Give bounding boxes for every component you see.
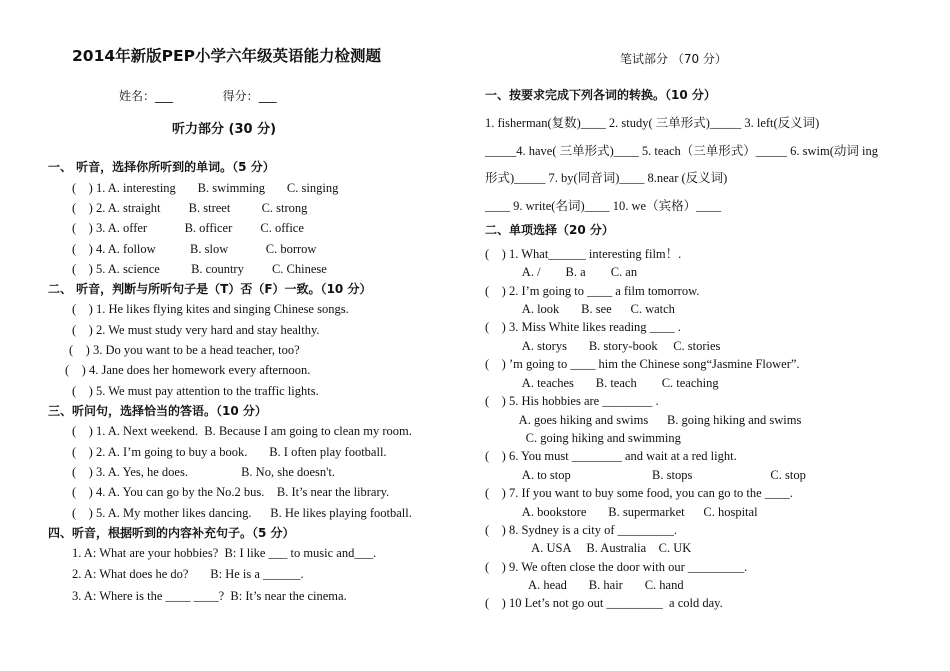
question-item: ( ) 2. A. straight B. street C. strong	[72, 201, 308, 215]
student-info-line: 姓名：___ 得分：___	[119, 89, 277, 103]
section-heading: 二、 听音，判断与所听句子是（T）否（F）一致。（10 分）	[48, 282, 372, 296]
question-line: 形式)_____ 7. by(同音词)____ 8.near (反义词)	[485, 171, 728, 185]
option-line: A. look B. see C. watch	[485, 302, 675, 316]
question-line: ( ) 10 Let’s not go out _________ a cold day.	[485, 596, 723, 610]
question-item: 1. A: What are your hobbies? B: I like ___ to music and___.	[72, 546, 377, 560]
section-heading: 一、 听音，选择你所听到的单词。（5 分）	[48, 160, 275, 174]
option-line: A. to stop B. stops C. stop	[485, 468, 806, 482]
question-item: ( ) 5. A. My mother likes dancing. B. He likes playing football.	[72, 506, 412, 520]
question-line: ( ) ’m going to ____ him the Chinese song“Jasmine Flower”.	[485, 357, 800, 371]
question-item: ( ) 4. Jane does her homework every afternoon.	[65, 363, 311, 377]
question-line: ( ) 9. We often close the door with our _________.	[485, 560, 748, 574]
exam-title: 2014年新版PEP小学六年级英语能力检测题	[72, 47, 381, 65]
question-item: ( ) 3. Do you want to be a head teacher, too?	[69, 343, 300, 357]
question-item: ( ) 1. He likes flying kites and singing Chinese songs.	[72, 302, 349, 316]
option-line: A. USA B. Australia C. UK	[485, 541, 692, 555]
option-line: C. going hiking and swimming	[485, 431, 681, 445]
question-item: ( ) 5. A. science B. country C. Chinese	[72, 262, 327, 276]
option-line: A. teaches B. teach C. teaching	[485, 376, 719, 390]
section-heading: 三、听问句，选择恰当的答语。（10 分）	[48, 404, 267, 418]
option-line: A. / B. a C. an	[485, 265, 638, 279]
question-item: ( ) 2. A. I’m going to buy a book. B. I often play football.	[72, 445, 387, 459]
question-item: ( ) 3. A. Yes, he does. B. No, she doesn't.	[72, 465, 336, 479]
question-item: ( ) 1. A. interesting B. swimming C. singing	[72, 181, 339, 195]
question-line: ( ) 2. I’m going to ____ a film tomorrow.	[485, 284, 700, 298]
question-line: ( ) 3. Miss White likes reading ____ .	[485, 320, 681, 334]
question-item: ( ) 5. We must pay attention to the traffic lights.	[72, 384, 319, 398]
section-heading: 四、听音，根据听到的内容补充句子。（5 分）	[48, 526, 295, 540]
question-item: ( ) 2. We must study very hard and stay healthy.	[72, 323, 320, 337]
option-line: A. bookstore B. supermarket C. hospital	[485, 505, 758, 519]
section-heading: 一、按要求完成下列各词的转换。（10 分）	[485, 88, 716, 102]
question-line: ( ) 7. If you want to buy some food, you can go to the ____.	[485, 486, 793, 500]
question-item: ( ) 1. A. Next weekend. B. Because I am going to clean my room.	[72, 424, 412, 438]
question-line: ( ) 8. Sydney is a city of _________.	[485, 523, 677, 537]
option-line: A. head B. hair C. hand	[485, 578, 684, 592]
written-heading: 笔试部分 （70 分）	[620, 52, 727, 66]
question-line: ( ) 6. You must ________ and wait at a red light.	[485, 449, 737, 463]
option-line: A. storys B. story-book C. stories	[485, 339, 721, 353]
section-heading: 二、单项选择（20 分）	[485, 223, 614, 237]
question-item: 2. A: What does he do? B: He is a ______.	[72, 567, 304, 581]
question-line: _____4. have( 三单形式)____ 5. teach（三单形式）_____ 6. swim(动词 ing	[485, 144, 879, 158]
question-item: ( ) 3. A. offer B. officer C. office	[72, 221, 304, 235]
option-line: A. goes hiking and swims B. going hiking and swims	[485, 413, 802, 427]
question-item: ( ) 4. A. You can go by the No.2 bus. B. It’s near the library.	[72, 485, 390, 499]
question-line: ____ 9. write(名词)____ 10. we（宾格）____	[485, 199, 722, 213]
question-line: 1. fisherman(复数)____ 2. study( 三单形式)_____ 3. left(反义词)	[485, 116, 820, 130]
question-line: ( ) 5. His hobbies are ________ .	[485, 394, 659, 408]
question-line: ( ) 1. What______ interesting film！.	[485, 247, 682, 261]
listening-heading: 听力部分 (30 分)	[172, 122, 277, 137]
question-item: 3. A: Where is the ____ ____? B: It’s near the cinema.	[72, 589, 347, 603]
question-item: ( ) 4. A. follow B. slow C. borrow	[72, 242, 317, 256]
